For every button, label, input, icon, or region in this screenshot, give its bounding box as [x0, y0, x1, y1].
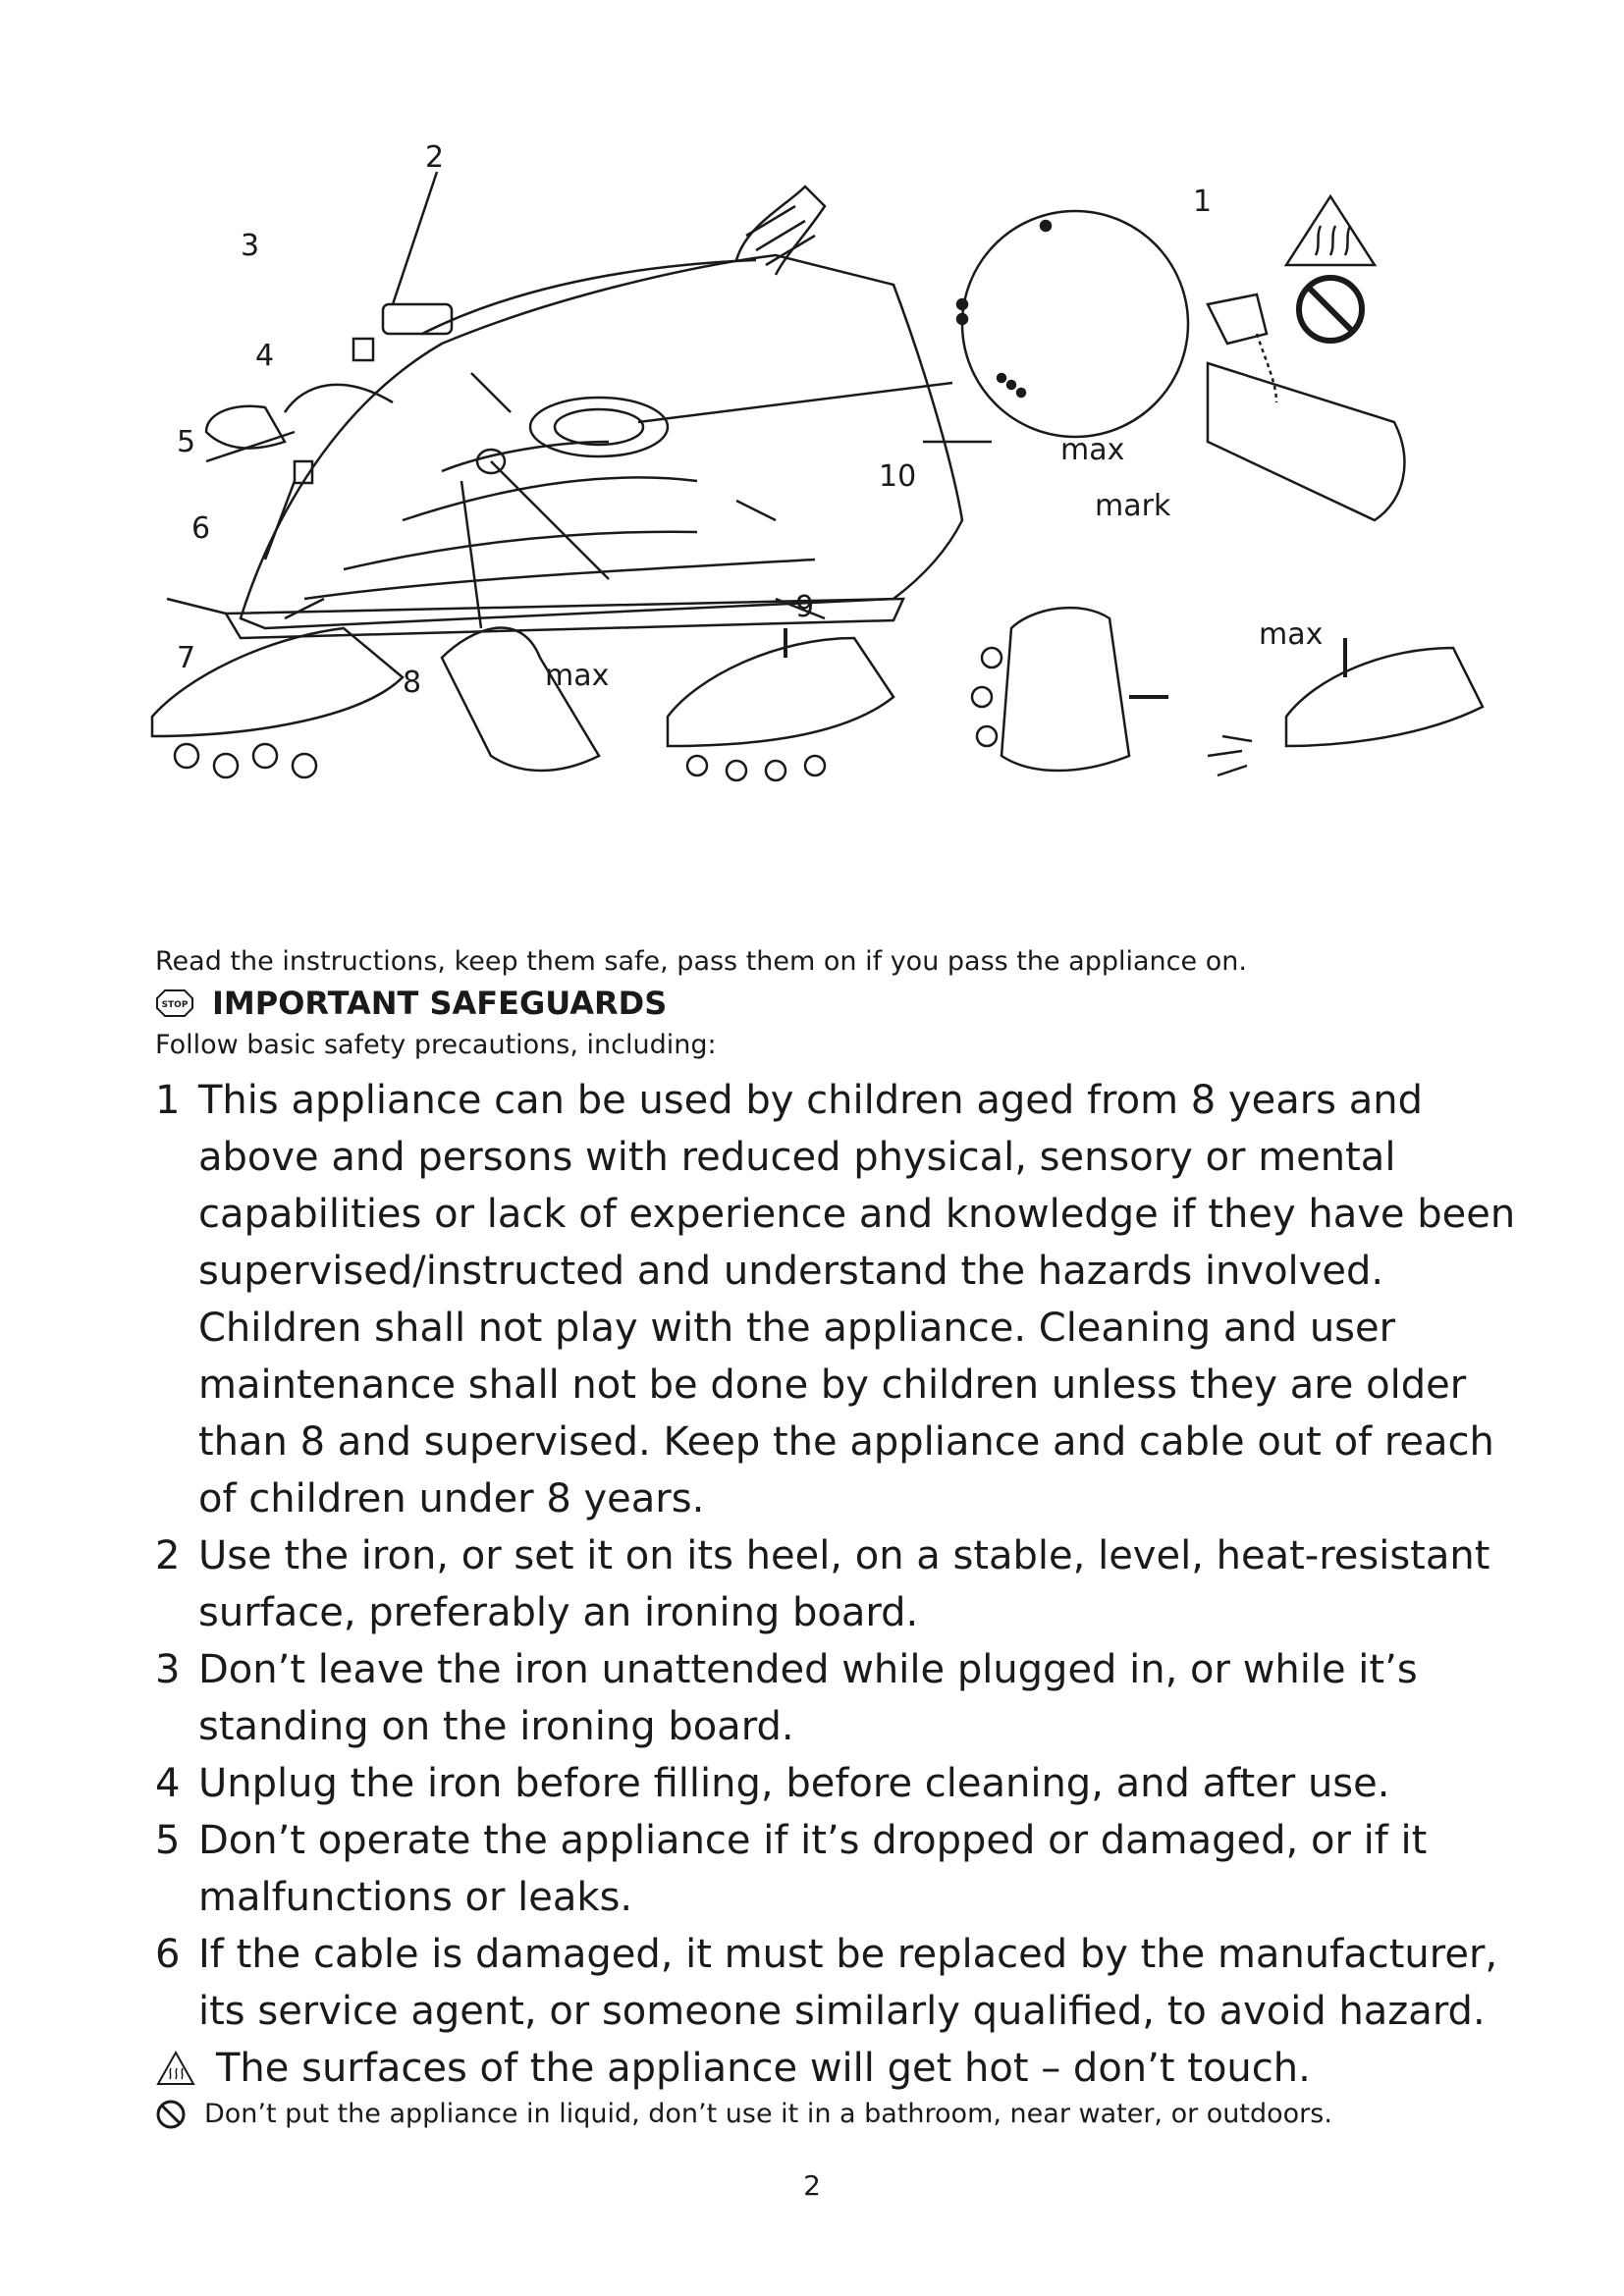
callout-8: 8	[403, 666, 422, 700]
item-number: 6	[155, 1932, 181, 1977]
list-item	[155, 1755, 1530, 1812]
item-text: This appliance can be used by children aged from 8 years and above and persons with reduced physical, sensory or mental capabilities or lack of experience and knowledge if they have been supervised/instructed and understand the hazards involved. Children shall not play with the appliance. Cleaning and user maintenance shall not be done by children unless they are older than 8 and supervised. Keep the appliance and cable out of reach of children under 8 years.	[198, 1078, 1516, 1522]
safety-text	[155, 944, 1530, 2132]
label-max-dial: max	[1060, 433, 1125, 467]
spray-iron	[1286, 648, 1483, 746]
item-number: 1	[155, 1078, 181, 1123]
temperature-dial	[530, 398, 668, 456]
callout-3: 3	[241, 229, 260, 263]
dial-detail	[962, 211, 1188, 437]
callout-5: 5	[177, 425, 196, 459]
no-water-icon	[155, 2099, 187, 2130]
item-text: Don’t leave the iron unattended while plugged in, or while it’s standing on the ironing board.	[198, 1647, 1418, 1749]
list-item	[155, 1527, 1530, 1641]
list-item	[155, 1641, 1530, 1755]
callout-4: 4	[255, 339, 275, 373]
filling-iron	[1208, 363, 1404, 520]
item-number: 2	[155, 1533, 181, 1578]
callout-1: 1	[1193, 185, 1213, 219]
steam-burst-iron	[668, 638, 893, 746]
item-number: 5	[155, 1818, 181, 1863]
item-number: 3	[155, 1647, 181, 1692]
stop-icon	[155, 988, 194, 1018]
label-mark-dial: mark	[1095, 489, 1171, 523]
vertical-steam-iron	[1001, 608, 1129, 771]
callout-10: 10	[879, 459, 917, 494]
list-item	[155, 1072, 1530, 1527]
item-number: 4	[155, 1761, 181, 1806]
hot-surface-icon	[155, 2050, 196, 2087]
callout-9: 9	[795, 590, 815, 624]
item-text: Unplug the iron before filling, before cleaning, and after use.	[198, 1761, 1390, 1806]
list-item	[155, 1926, 1530, 2040]
svg-text:STOP: STOP	[161, 1000, 189, 1010]
callout-6: 6	[191, 511, 211, 546]
list-item	[155, 1812, 1530, 1926]
safeguards-list	[155, 1072, 1530, 2040]
steam-button	[383, 304, 452, 334]
item-text: Use the iron, or set it on its heel, on a stable, level, heat-resistant surface, preferably an ironing board.	[198, 1533, 1490, 1635]
water-warning	[155, 2097, 1530, 2132]
page-number: 2	[803, 2169, 821, 2202]
hot-surface-warning-text: The surfaces of the appliance will get hot – don’t touch.	[216, 2046, 1311, 2091]
safeguards-heading	[155, 984, 1530, 1023]
upright-iron	[442, 628, 599, 771]
water-tank-cover	[285, 385, 393, 412]
hot-surface-warning	[155, 2040, 1530, 2097]
safeguards-heading-text: IMPORTANT SAFEGUARDS	[212, 985, 668, 1022]
item-text: If the cable is damaged, it must be replaced by the manufacturer, its service agent, or someone similarly qualified, to avoid hazard.	[198, 1932, 1498, 2034]
iron-diagram	[147, 140, 1492, 933]
label-max-fill: max	[1259, 617, 1324, 652]
callout-2: 2	[425, 140, 445, 175]
label-max-base: max	[545, 659, 610, 693]
callout-7: 7	[177, 641, 196, 675]
item-text: Don’t operate the appliance if it’s dropped or damaged, or if it malfunctions or leaks.	[198, 1818, 1428, 1920]
intro-text: Read the instructions, keep them safe, pass them on if you pass the appliance on.	[155, 946, 1247, 977]
precautions-text: Follow basic safety precautions, including:	[155, 1030, 717, 1060]
water-warning-text: Don’t put the appliance in liquid, don’t use it in a bathroom, near water, or outdoors.	[204, 2099, 1332, 2129]
